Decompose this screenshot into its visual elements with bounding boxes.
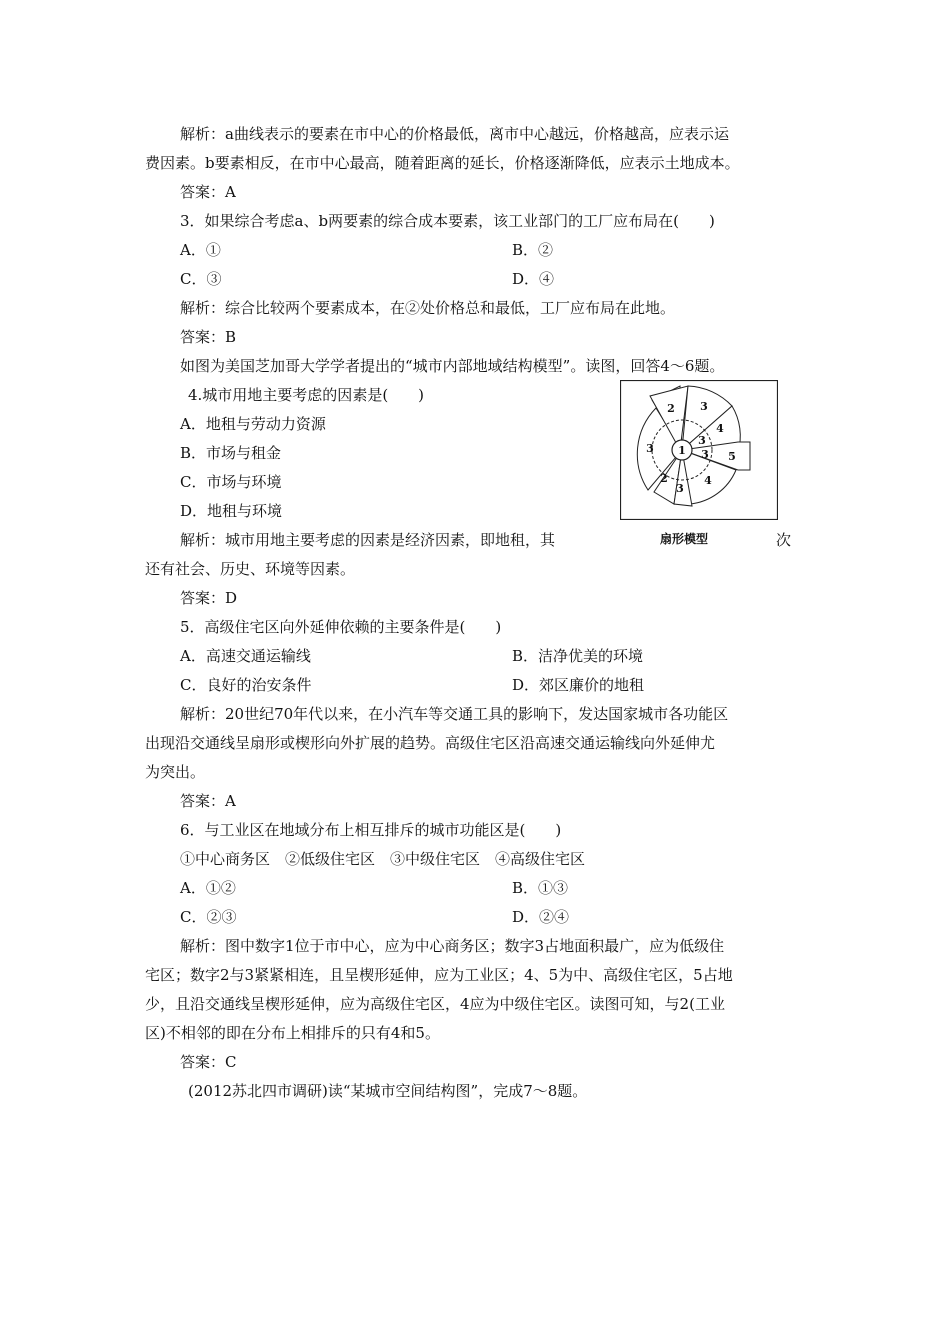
option-b: B．①③ (512, 879, 569, 897)
text-line: 费因素。b要素相反，在市中心最高，随着距离的延长，价格逐渐降低，应表示土地成本。 (145, 154, 740, 172)
explanation-6-cont: 宅区；数字2与3紧紧相连，且呈楔形延伸，应为工业区；4、5为中、高级住宅区，5占地 (145, 966, 733, 984)
question-5: 5．高级住宅区向外延伸依赖的主要条件是( ) (180, 618, 502, 636)
option-c: C．②③ (180, 908, 237, 926)
sector-model-figure (620, 380, 778, 520)
label-2-top: 2 (667, 402, 675, 415)
answer-5: 答案：A (180, 792, 236, 810)
option-d: D．地租与环境 (180, 502, 283, 520)
option-d: D．④ (512, 270, 555, 288)
next-section-intro: (2012苏北四市调研)读“某城市空间结构图”，完成7～8题。 (188, 1082, 588, 1100)
option-b: B．② (512, 241, 554, 259)
option-c: C．良好的治安条件 (180, 676, 312, 694)
option-b: B．洁净优美的环境 (512, 647, 644, 665)
explanation-4-tail: 次 (776, 531, 792, 549)
label-5: 5 (728, 450, 736, 463)
answer-line: 答案：A (180, 183, 236, 201)
label-3-left: 3 (646, 442, 654, 455)
explanation-3: 解析：综合比较两个要素成本，在②处价格总和最低，工厂应布局在此地。 (180, 299, 676, 317)
explanation-5: 解析：20世纪70年代以来，在小汽车等交通工具的影响下，发达国家城市各功能区 (180, 705, 729, 723)
label-4-bottom: 4 (704, 474, 712, 487)
question-6-options: ①中心商务区 ②低级住宅区 ③中级住宅区 ④高级住宅区 (180, 850, 586, 868)
option-a: A．① (180, 241, 221, 259)
label-3-inner-a: 3 (698, 434, 706, 447)
explanation-5-cont: 出现沿交通线呈扇形或楔形向外扩展的趋势。高级住宅区沿高速交通运输线向外延伸尤 (145, 734, 716, 752)
question-4: 4.城市用地主要考虑的因素是( ) (188, 386, 425, 404)
option-a: A．①② (180, 879, 236, 897)
option-d: D．郊区廉价的地租 (512, 676, 645, 694)
label-3-inner-b: 3 (701, 448, 709, 461)
question-6: 6．与工业区在地域分布上相互排斥的城市功能区是( ) (180, 821, 562, 839)
explanation-4: 解析：城市用地主要考虑的因素是经济因素，即地租，其 (180, 531, 556, 549)
answer-3: 答案：B (180, 328, 237, 346)
answer-4: 答案：D (180, 589, 238, 607)
label-3-bottom: 3 (676, 482, 684, 495)
question-3: 3．如果综合考虑a、b两要素的综合成本要素，该工业部门的工厂应布局在( ) (180, 212, 715, 230)
option-a: A．高速交通运输线 (180, 647, 311, 665)
label-4-top: 4 (716, 422, 724, 435)
label-1: 1 (678, 444, 686, 457)
explanation-6-cont: 少，且沿交通线呈楔形延伸，应为高级住宅区，4应为中级住宅区。读图可知，与2(工业 (145, 995, 725, 1013)
option-c: C．③ (180, 270, 222, 288)
explanation-6: 解析：图中数字1位于市中心，应为中心商务区；数字3占地面积最广，应为低级住 (180, 937, 725, 955)
explanation-4-cont: 还有社会、历史、环境等因素。 (145, 560, 356, 578)
option-b: B．市场与租金 (180, 444, 282, 462)
answer-6: 答案：C (180, 1053, 237, 1071)
option-d: D．②④ (512, 908, 570, 926)
label-2-bottom: 2 (660, 472, 668, 485)
option-c: C．市场与环境 (180, 473, 282, 491)
label-3-top: 3 (700, 400, 708, 413)
sector-model-diagram (620, 380, 778, 520)
option-a: A．地租与劳动力资源 (180, 415, 326, 433)
figure-caption: 扇形模型 (660, 532, 709, 546)
explanation-5-cont: 为突出。 (145, 763, 206, 781)
explanation-6-cont: 区)不相邻的即在分布上相排斥的只有4和5。 (145, 1024, 440, 1042)
text-line: 解析：a曲线表示的要素在市中心的价格最低，离市中心越远，价格越高，应表示运 (180, 125, 729, 143)
intro-line: 如图为美国芝加哥大学学者提出的“城市内部地域结构模型”。读图，回答4～6题。 (180, 357, 725, 375)
